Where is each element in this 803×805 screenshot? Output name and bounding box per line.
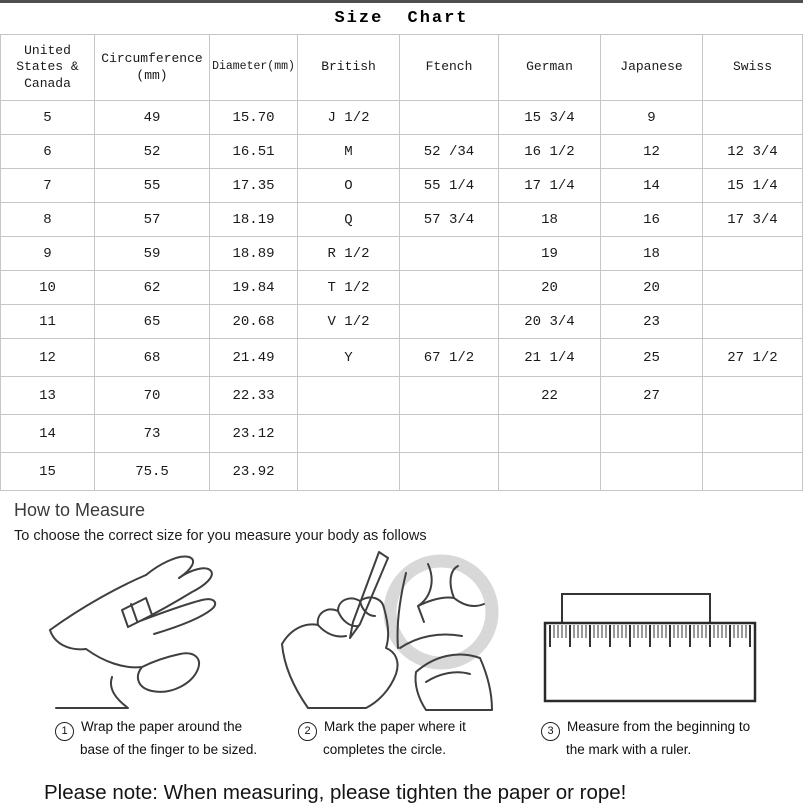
table-cell: 9 (601, 101, 703, 135)
table-cell: 21 1/4 (499, 339, 601, 377)
table-cell: 18 (601, 237, 703, 271)
table-row (1, 169, 803, 203)
step-1-number-icon: 1 (55, 722, 74, 741)
ruler-measure-illustration (542, 568, 772, 708)
step-3-text-line1: Measure from the beginning to (567, 719, 751, 734)
table-cell: 59 (95, 237, 210, 271)
column-header: British (298, 35, 400, 101)
table-cell: 20.68 (210, 305, 298, 339)
table-cell: 5 (1, 101, 95, 135)
step-captions (0, 718, 803, 766)
table-cell: 57 (95, 203, 210, 237)
column-header: Japanese (601, 35, 703, 101)
step-3-number-icon: 3 (541, 722, 560, 741)
table-cell (703, 305, 803, 339)
table-cell: 67 1/2 (400, 339, 499, 377)
table-cell (703, 237, 803, 271)
table-cell: 12 (601, 135, 703, 169)
table-cell: 22 (499, 377, 601, 415)
table-cell: 7 (1, 169, 95, 203)
table-cell: 16 1/2 (499, 135, 601, 169)
column-header: Swiss (703, 35, 803, 101)
column-header: Circumference (mm) (95, 35, 210, 101)
table-cell (499, 415, 601, 453)
page-title: Size Chart (334, 9, 469, 28)
how-to-measure-heading: How to Measure (14, 500, 146, 520)
table-cell: 23.92 (210, 453, 298, 491)
table-row (1, 415, 803, 453)
table-row (1, 305, 803, 339)
table-cell: 11 (1, 305, 95, 339)
table-cell: 25 (601, 339, 703, 377)
table-cell: Q (298, 203, 400, 237)
step-1-text-line1: Wrap the paper around the (81, 719, 243, 734)
table-cell: 15 1/4 (703, 169, 803, 203)
table-row (1, 453, 803, 491)
step-3-text-line2: the mark with a ruler. (566, 742, 692, 757)
pen-icon (350, 552, 388, 638)
table-cell: J 1/2 (298, 101, 400, 135)
table-cell (703, 101, 803, 135)
table-cell: 27 1/2 (703, 339, 803, 377)
table-cell: 6 (1, 135, 95, 169)
table-cell (601, 415, 703, 453)
table-cell: 17 1/4 (499, 169, 601, 203)
table-row (1, 101, 803, 135)
table-cell: 20 3/4 (499, 305, 601, 339)
table-cell: 27 (601, 377, 703, 415)
table-cell (400, 101, 499, 135)
table-cell: O (298, 169, 400, 203)
table-cell (400, 237, 499, 271)
table-cell: 68 (95, 339, 210, 377)
table-cell: 15 3/4 (499, 101, 601, 135)
table-cell: 18 (499, 203, 601, 237)
table-cell: 9 (1, 237, 95, 271)
table-cell: 73 (95, 415, 210, 453)
table-cell (400, 453, 499, 491)
table-cell: 8 (1, 203, 95, 237)
table-cell: 14 (1, 415, 95, 453)
column-header: Diameter(mm) (210, 35, 298, 101)
size-chart-table (0, 34, 803, 491)
table-cell (601, 453, 703, 491)
table-cell (400, 377, 499, 415)
table-cell: 10 (1, 271, 95, 305)
table-cell: V 1/2 (298, 305, 400, 339)
table-cell: 23.12 (210, 415, 298, 453)
table-cell (298, 415, 400, 453)
table-cell: 55 (95, 169, 210, 203)
pen-mark-illustration (278, 548, 508, 716)
measuring-note: Please note: When measuring, please tighten the paper or rope! (44, 781, 627, 804)
table-cell (703, 377, 803, 415)
table-cell: M (298, 135, 400, 169)
step-1-caption (55, 718, 257, 760)
table-cell: 13 (1, 377, 95, 415)
step-2-text-line1: Mark the paper where it (324, 719, 466, 734)
step-1-text-line2: base of the finger to be sized. (80, 742, 258, 757)
table-cell: 18.19 (210, 203, 298, 237)
table-cell: R 1/2 (298, 237, 400, 271)
table-row (1, 339, 803, 377)
table-cell: 55 1/4 (400, 169, 499, 203)
table-cell: 14 (601, 169, 703, 203)
table-cell: 17 3/4 (703, 203, 803, 237)
table-cell: 15.70 (210, 101, 298, 135)
table-cell: 19 (499, 237, 601, 271)
table-row (1, 377, 803, 415)
table-cell: 75.5 (95, 453, 210, 491)
table-cell: 20 (499, 271, 601, 305)
table-cell (400, 271, 499, 305)
table-cell (703, 271, 803, 305)
table-cell: 12 (1, 339, 95, 377)
table-cell: 57 3/4 (400, 203, 499, 237)
step-2-caption (298, 718, 466, 760)
table-cell: Y (298, 339, 400, 377)
step-2-number-icon: 2 (298, 722, 317, 741)
table-cell: 22.33 (210, 377, 298, 415)
table-cell: 70 (95, 377, 210, 415)
table-cell: 16.51 (210, 135, 298, 169)
table-cell: 21.49 (210, 339, 298, 377)
table-cell: 65 (95, 305, 210, 339)
column-header: Ftench (400, 35, 499, 101)
table-cell: 49 (95, 101, 210, 135)
table-cell (400, 415, 499, 453)
column-header: United States & Canada (1, 35, 95, 101)
table-cell: 23 (601, 305, 703, 339)
table-cell (298, 377, 400, 415)
table-cell: T 1/2 (298, 271, 400, 305)
table-cell: 18.89 (210, 237, 298, 271)
table-cell: 52 /34 (400, 135, 499, 169)
table-row (1, 271, 803, 305)
table-cell: 52 (95, 135, 210, 169)
hand-wrap-illustration (28, 550, 278, 712)
table-cell (499, 453, 601, 491)
column-header: German (499, 35, 601, 101)
table-cell (703, 415, 803, 453)
table-cell: 62 (95, 271, 210, 305)
table-cell: 17.35 (210, 169, 298, 203)
table-cell (703, 453, 803, 491)
step-2-text-line2: completes the circle. (323, 742, 447, 757)
table-cell: 20 (601, 271, 703, 305)
how-to-measure-subtitle: To choose the correct size for you measure your body as follows (14, 528, 427, 544)
table-cell: 15 (1, 453, 95, 491)
table-row (1, 237, 803, 271)
table-row (1, 203, 803, 237)
table-cell: 16 (601, 203, 703, 237)
measure-illustrations (0, 548, 803, 718)
table-row (1, 135, 803, 169)
table-cell (400, 305, 499, 339)
table-cell (298, 453, 400, 491)
step-3-caption (541, 718, 750, 760)
table-cell: 19.84 (210, 271, 298, 305)
table-cell: 12 3/4 (703, 135, 803, 169)
table-header-row (1, 35, 803, 101)
